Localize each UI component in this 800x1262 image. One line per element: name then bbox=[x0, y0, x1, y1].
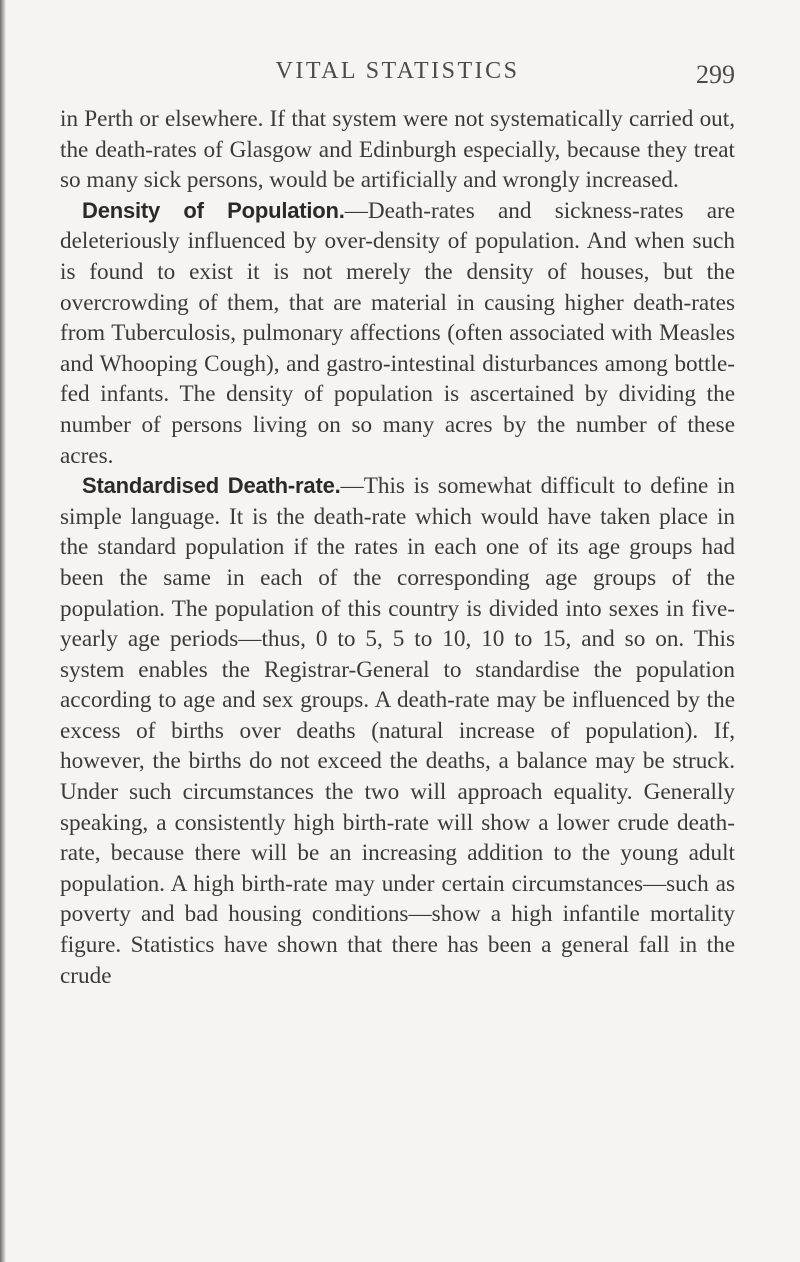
page-binding-edge bbox=[0, 0, 6, 1262]
paragraph-density-of-population bbox=[60, 196, 735, 471]
paragraph-continuation: in Perth or elsewhere. If that system were not systematically carried out, the death-rates of Glasgow and Edinburgh especially, because they treat so many sick persons, would be artificially and wrongly increased. bbox=[60, 106, 735, 194]
running-head-title: VITAL STATISTICS bbox=[275, 58, 520, 84]
body-text bbox=[60, 104, 735, 991]
running-head bbox=[60, 58, 735, 104]
paragraph-density-text: —Death-rates and sickness-rates are deleteriously influenced by over-density of population. And when such is found to exist it is not merely the density of houses, but the overcrowding of them, that are material in causing higher death-rates from Tuberculosis, pulmonary affections (often associated with Measles and Whooping Cough), and gastro-intestinal disturbances among bottle-fed infants. The density of population is ascertained by dividing the number of persons living on so many acres by the number of these acres. bbox=[60, 197, 736, 469]
book-page bbox=[60, 58, 735, 991]
section-heading-density: Density of Population. bbox=[82, 197, 345, 223]
paragraph-standardised-death-rate bbox=[60, 471, 735, 991]
page-number: 299 bbox=[696, 60, 735, 89]
section-heading-standardised: Standardised Death-rate. bbox=[82, 473, 341, 499]
paragraph-standardised-text: —This is somewhat difficult to define in simple language. It is the death-rate which would have taken place in the standard population if the rates in each one of its age groups had been the same in each of the corresponding age groups of the population. The population of this country is divided into sexes in five-yearly age periods—thus, 0 to 5, 5 to 10, 10 to 15, and so on. This system enables the Registrar-General to standardise the population according to age and sex groups. A death-rate may be influenced by the excess of births over deaths (natural increase of population). If, however, the births do not exceed the deaths, a balance may be struck. Under such circumstances the two will approach equality. Generally speaking, a consistently high birth-rate will show a lower crude death-rate, because there will be an increasing addition to the young adult population. A high birth-rate may under certain circumstances—such as poverty and bad housing conditions—show a high infantile mortality figure. Statistics have shown that there has been a general fall in the crude bbox=[60, 473, 735, 989]
